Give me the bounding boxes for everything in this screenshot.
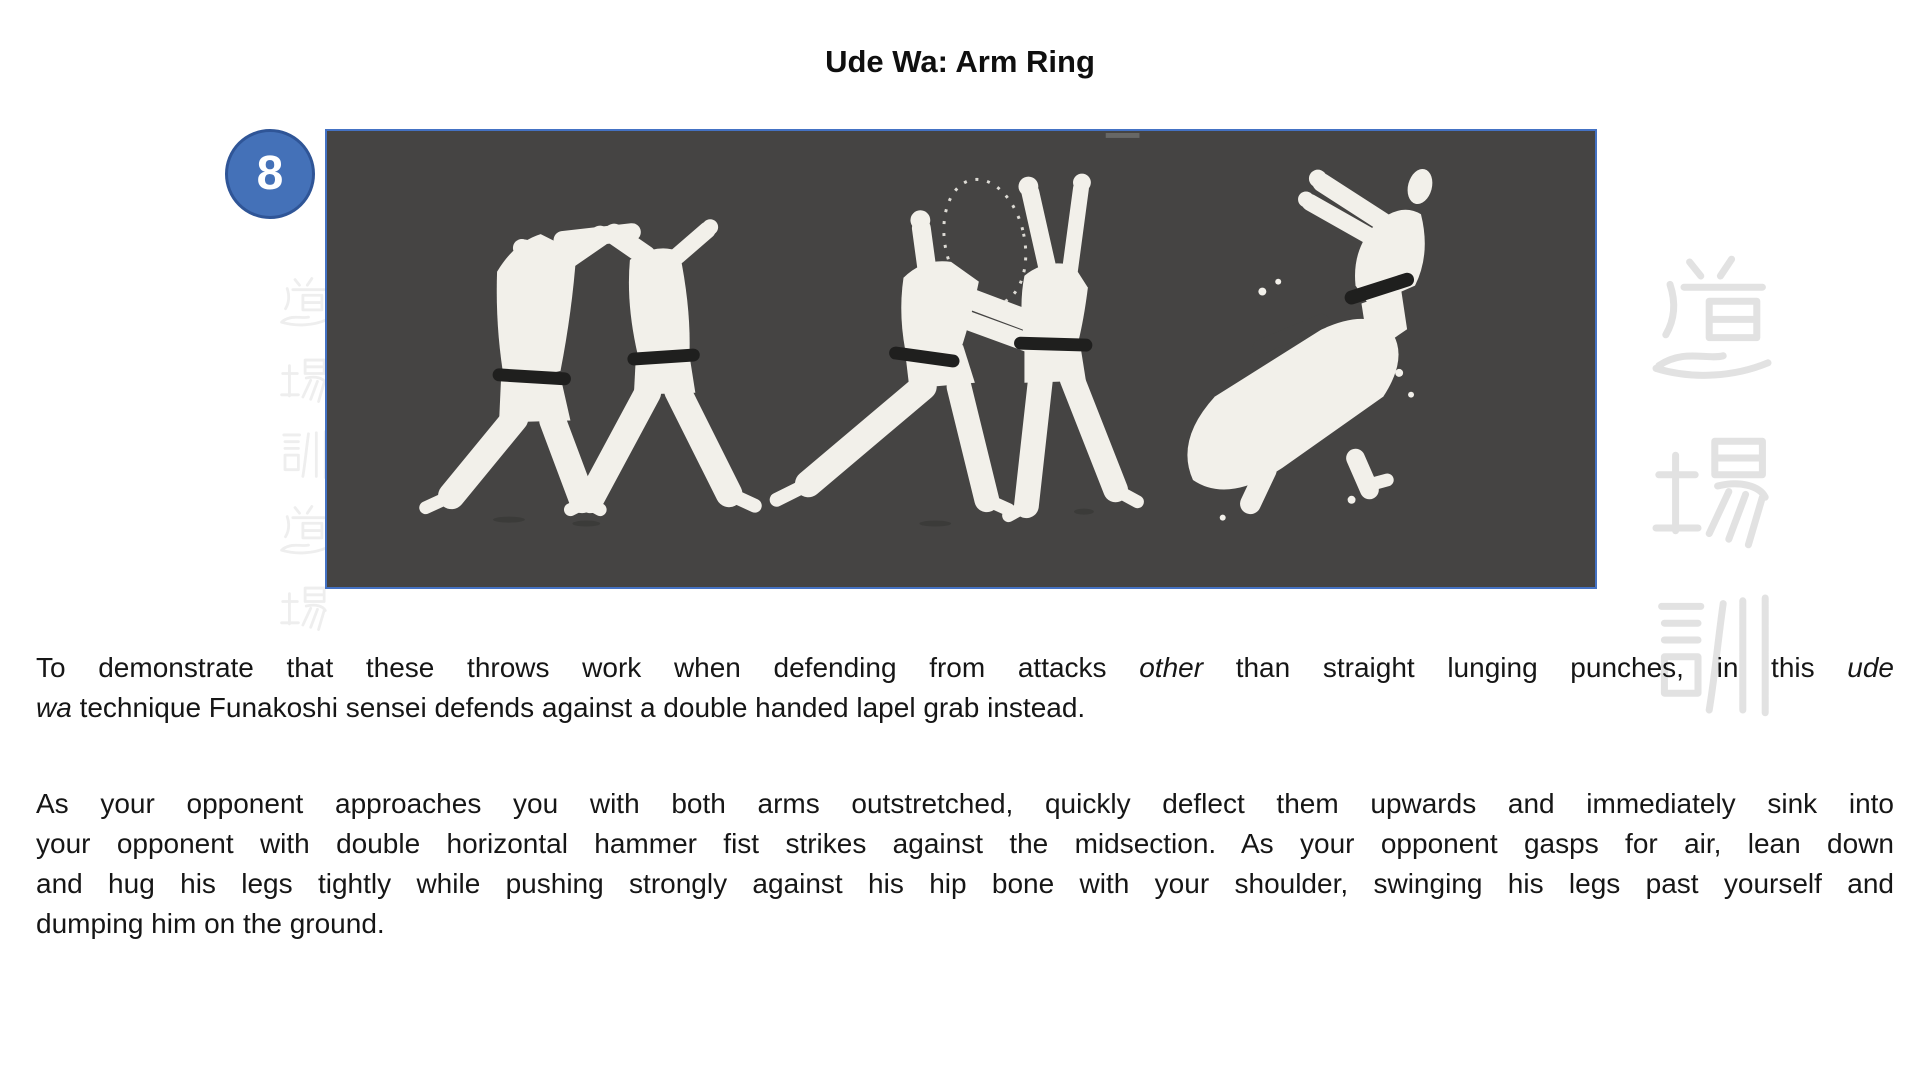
text-segment: and hug his legs tightly while pushing strongly against his hip bone with your shoulder, swinging his legs past yourself and [36, 868, 1894, 899]
text-segment: your opponent with double horizontal hammer fist strikes against the midsection. As your opponent gasps for air, lean down [36, 828, 1894, 859]
paragraph-line [36, 824, 1894, 864]
step-number: 8 [256, 147, 284, 200]
paragraph-line [36, 648, 1894, 688]
technique-photo-canvas [327, 131, 1595, 587]
watermark-glyph [276, 274, 332, 330]
watermark-glyph [1642, 416, 1782, 556]
body-text [36, 648, 1894, 944]
page-title: Ude Wa: Arm Ring [825, 44, 1095, 79]
technique-photo [325, 129, 1597, 589]
paragraph-line [36, 864, 1894, 904]
paragraph [36, 648, 1894, 728]
paragraph-line [36, 688, 1894, 728]
photo-frame-1 [426, 219, 755, 526]
paragraph-line [36, 784, 1894, 824]
watermark-dojo-kun-left [276, 274, 332, 654]
italic-term: other [1139, 652, 1204, 683]
watermark-glyph [276, 502, 332, 558]
text-segment: To demonstrate that these throws work when defending from attacks [36, 652, 1140, 683]
step-number-badge [225, 129, 315, 219]
watermark-glyph [276, 578, 332, 634]
paragraph-line [36, 904, 1894, 944]
italic-term: wa [36, 692, 72, 723]
photo-frame-3 [1187, 166, 1436, 520]
text-segment: As your opponent approaches you with both arms outstretched, quickly deflect them upwards and immediately sink into [36, 788, 1894, 819]
text-segment: technique Funakoshi sensei defends against a double handed lapel grab instead. [71, 692, 1086, 723]
text-segment: than straight lunging punches, in this [1203, 652, 1848, 683]
italic-term: ude [1847, 652, 1894, 683]
watermark-glyph [1642, 248, 1782, 388]
text-segment: dumping him on the ground. [36, 908, 385, 939]
photo-frame-2 [777, 172, 1138, 527]
watermark-glyph [276, 350, 332, 406]
watermark-glyph [276, 426, 332, 482]
paragraph [36, 784, 1894, 944]
